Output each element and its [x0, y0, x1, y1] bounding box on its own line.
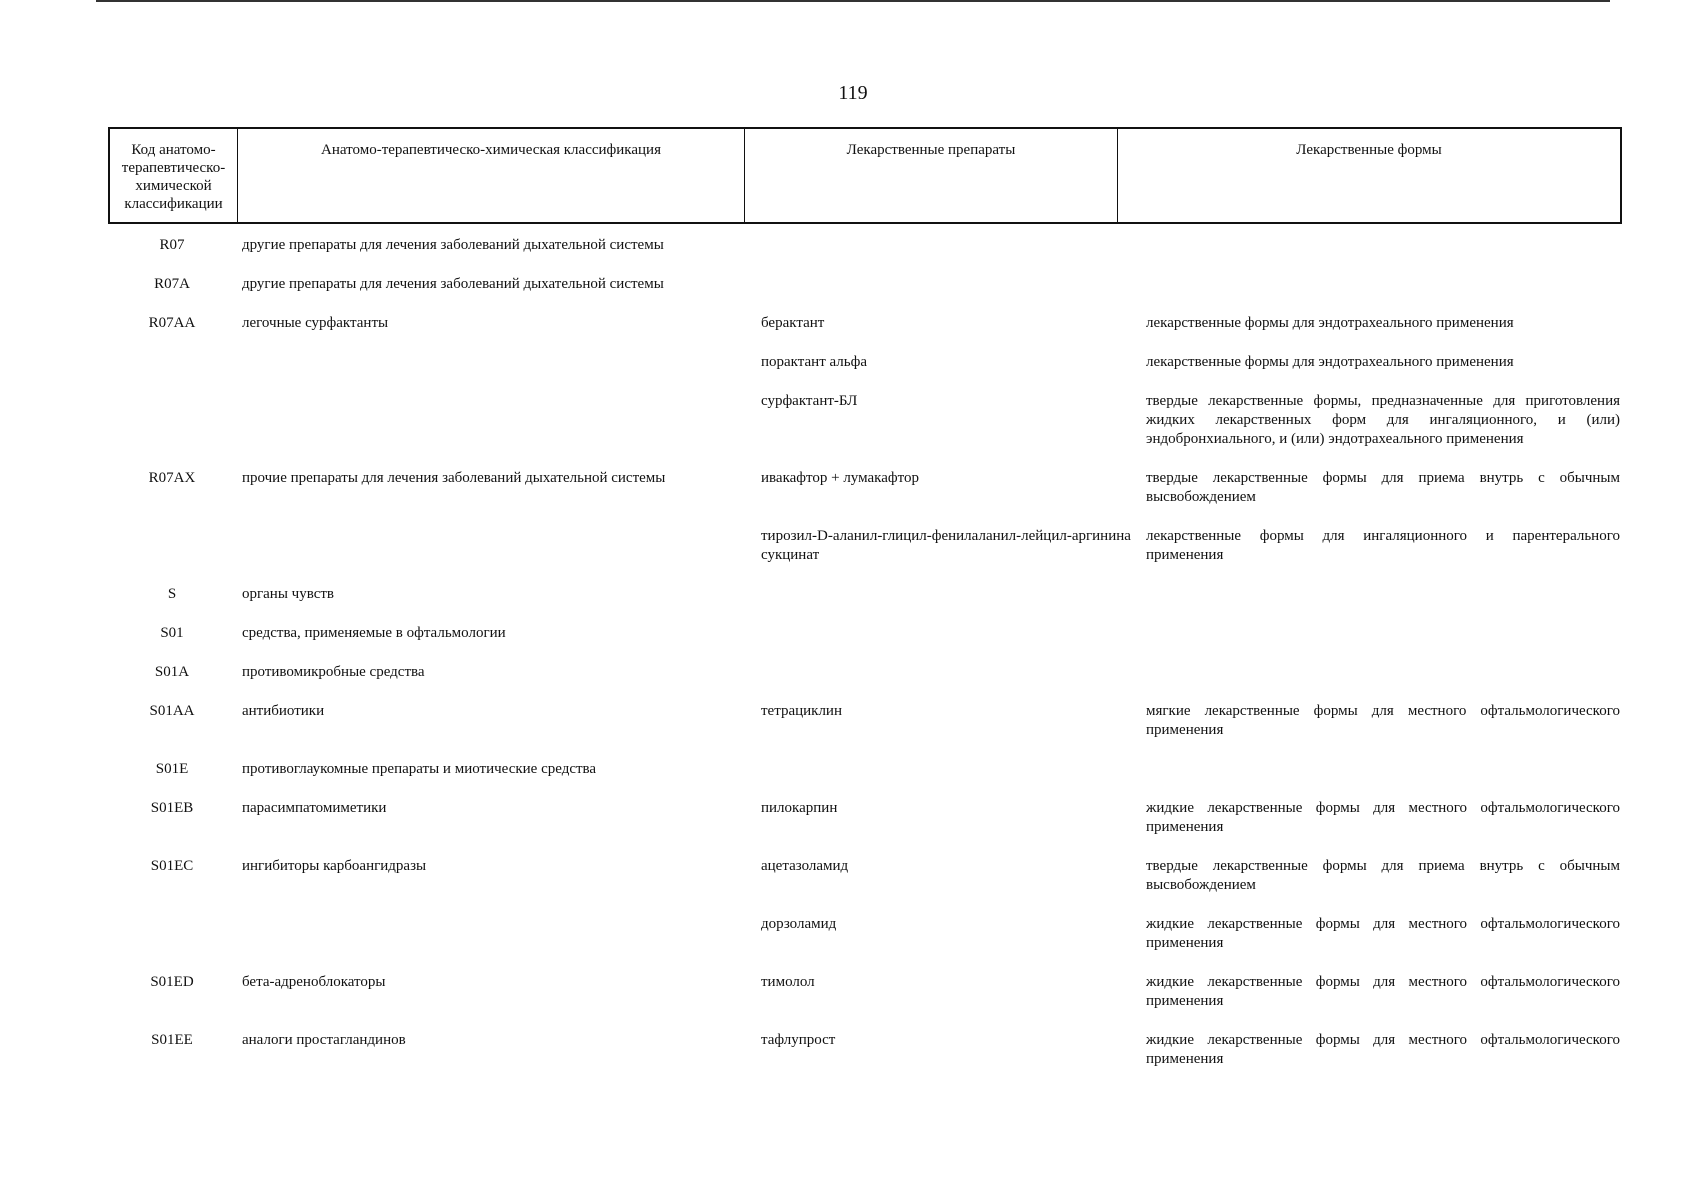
cell-code [108, 517, 236, 575]
cell-form [1140, 575, 1622, 614]
table-row [108, 517, 1622, 575]
cell-code: S01E [155, 761, 189, 777]
table-row [108, 382, 1622, 459]
cell-drug: ацетазоламид [761, 858, 849, 874]
table-header [108, 127, 1622, 224]
header-classification: Анатомо-терапевтическо-химическая классификация [238, 129, 745, 222]
cell-form: лекарственные формы для эндотрахеального применения [1146, 315, 1514, 331]
cell-code: R07 [159, 237, 185, 253]
cell-form: жидкие лекарственные формы для местного офтальмологического применения [1146, 1032, 1620, 1067]
cell-drug [755, 265, 1140, 304]
cell-form: лекарственные формы для ингаляционного и парентерального применения [1146, 528, 1620, 563]
table-row [108, 459, 1622, 517]
cell-drug [755, 226, 1140, 265]
cell-drug [755, 750, 1140, 789]
table-row [108, 653, 1622, 692]
cell-classification [236, 517, 755, 575]
cell-drug: тафлупрост [761, 1032, 836, 1048]
cell-code [108, 343, 236, 382]
cell-classification: другие препараты для лечения заболеваний дыхательной системы [242, 276, 664, 292]
header-forms: Лекарственные формы [1296, 142, 1442, 158]
cell-drug: тирозил-D-аланил-глицил-фенилаланил-лейцил-аргинина сукцинат [761, 528, 1131, 563]
cell-code [108, 382, 236, 459]
table-row [108, 750, 1622, 789]
cell-classification: аналоги простагландинов [242, 1032, 406, 1048]
cell-classification: прочие препараты для лечения заболеваний дыхательной системы [242, 470, 666, 486]
cell-code: S01AA [149, 703, 195, 719]
cell-form [1140, 265, 1622, 304]
cell-form: твердые лекарственные формы, предназначенные для приготовления жидких лекарственных форм для ингаляционного, и (или) эндобронхиального, и (или) эндотрахеального применения [1146, 393, 1620, 447]
cell-classification: антибиотики [242, 703, 325, 719]
cell-classification: другие препараты для лечения заболеваний дыхательной системы [242, 237, 664, 253]
cell-drug: порактант альфа [761, 354, 867, 370]
cell-drug: ивакафтор + лумакафтор [761, 470, 919, 486]
cell-form [1140, 750, 1622, 789]
cell-form: жидкие лекарственные формы для местного офтальмологического применения [1146, 974, 1620, 1009]
cell-code: S01EE [151, 1032, 193, 1048]
cell-form: лекарственные формы для эндотрахеального применения [1146, 354, 1514, 370]
cell-classification: противоглаукомные препараты и миотические средства [242, 761, 597, 777]
cell-classification: бета-адреноблокаторы [242, 974, 386, 990]
cell-classification [236, 343, 755, 382]
cell-classification: органы чувств [242, 586, 334, 602]
cell-form: жидкие лекарственные формы для местного офтальмологического применения [1146, 916, 1620, 951]
page-number: 119 [838, 82, 868, 104]
cell-drug: сурфактант-БЛ [761, 393, 858, 409]
cell-classification: противомикробные средства [242, 664, 425, 680]
cell-classification [236, 905, 755, 963]
table-row [108, 265, 1622, 304]
cell-form: жидкие лекарственные формы для местного офтальмологического применения [1146, 800, 1620, 835]
header-code: Код анатомо-терапевтическо-химической классификации [110, 129, 238, 222]
table-row [108, 614, 1622, 653]
cell-drug: тимолол [761, 974, 815, 990]
cell-code: S [167, 586, 177, 602]
table-row [108, 226, 1622, 265]
table-row [108, 692, 1622, 750]
cell-drug [755, 575, 1140, 614]
cell-drug: берактант [761, 315, 825, 331]
cell-drug [755, 614, 1140, 653]
table-row [108, 847, 1622, 905]
cell-drug: дорзоламид [761, 916, 837, 932]
table-row [108, 1021, 1622, 1079]
cell-code: S01A [154, 664, 190, 680]
header-drugs: Лекарственные препараты [745, 129, 1118, 222]
cell-code: R07A [154, 276, 190, 292]
page-top-edge [96, 0, 1610, 2]
table-row [108, 905, 1622, 963]
cell-drug [755, 653, 1140, 692]
cell-classification: ингибиторы карбоангидразы [242, 858, 427, 874]
cell-code: S01EB [150, 800, 194, 816]
cell-form [1140, 653, 1622, 692]
cell-code [108, 905, 236, 963]
cell-classification: средства, применяемые в офтальмологии [242, 625, 506, 641]
cell-classification: парасимпатомиметики [242, 800, 387, 816]
classification-table [108, 226, 1622, 1079]
table-row [108, 343, 1622, 382]
cell-code: S01EC [150, 858, 194, 874]
cell-code: S01 [160, 625, 184, 641]
cell-form [1140, 614, 1622, 653]
cell-classification: легочные сурфактанты [242, 315, 389, 331]
table-row [108, 575, 1622, 614]
cell-drug: пилокарпин [761, 800, 838, 816]
cell-code: R07AA [148, 315, 196, 331]
cell-code: R07AX [148, 470, 196, 486]
cell-form: мягкие лекарственные формы для местного офтальмологического применения [1146, 703, 1620, 738]
cell-drug: тетрациклин [761, 703, 842, 719]
cell-form: твердые лекарственные формы для приема внутрь с обычным высвобождением [1146, 470, 1620, 505]
cell-form: твердые лекарственные формы для приема внутрь с обычным высвобождением [1146, 858, 1620, 893]
cell-code: S01ED [150, 974, 194, 990]
cell-form [1140, 226, 1622, 265]
table-row [108, 304, 1622, 343]
table-row [108, 963, 1622, 1021]
table-row [108, 789, 1622, 847]
cell-classification [236, 382, 755, 459]
